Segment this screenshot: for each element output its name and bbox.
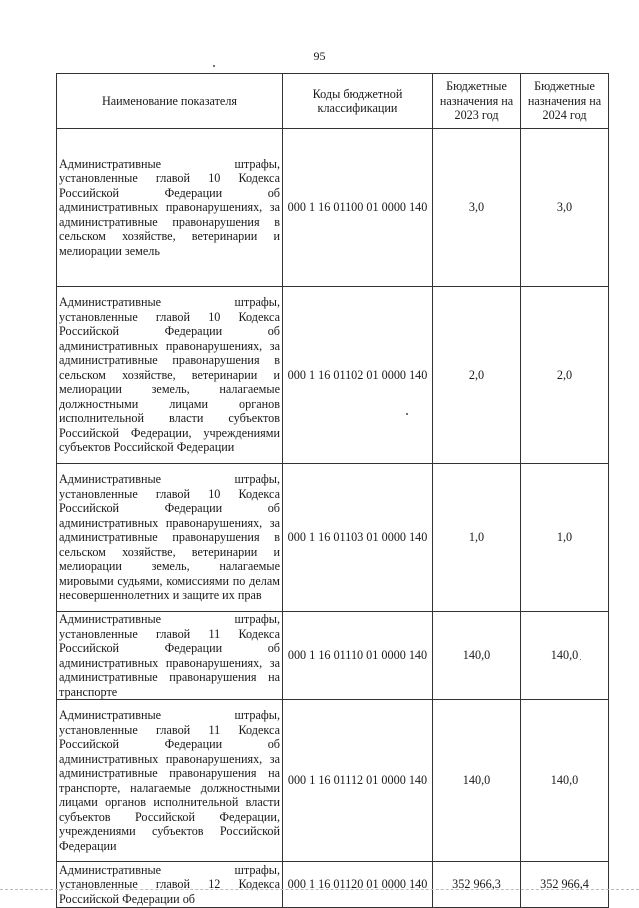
page-bottom-rule xyxy=(0,889,639,890)
header-2023: Бюджетные назначения на 2023 год xyxy=(433,74,521,129)
row-name: Административные штрафы, установленные главой 10 Кодекса Российской Федерации об административных правонарушениях, за административные правонарушения в сельском хозяйстве, ветеринарии и мелиорации земель, налагаемые должностными лицами органов исполнительной власти субъектов Российской Федерации, учреждениями субъектов Российской Федерации xyxy=(57,287,283,464)
table-row xyxy=(57,129,609,287)
scan-speck xyxy=(213,65,215,67)
row-code: 000 1 16 01100 01 0000 140 xyxy=(283,129,433,287)
row-value-2024: 140,0 xyxy=(521,700,609,862)
row-code: 000 1 16 01103 01 0000 140 xyxy=(283,464,433,612)
scan-speck xyxy=(406,413,408,415)
row-value-2023: 2,0 xyxy=(433,287,521,464)
row-name: Административные штрафы, установленные главой 12 Кодекса Российской Федерации об xyxy=(57,862,283,908)
row-name: Административные штрафы, установленные главой 10 Кодекса Российской Федерации об административных правонарушениях, за административные правонарушения в сельском хозяйстве, ветеринарии и мелиорации земель, налагаемые мировыми судьями, комиссиями по делам несовершеннолетних и защите их прав xyxy=(57,464,283,612)
header-code: Коды бюджетной классификации xyxy=(283,74,433,129)
table-header xyxy=(57,74,609,129)
header-row xyxy=(57,74,609,129)
table-row xyxy=(57,862,609,908)
table-row xyxy=(57,464,609,612)
row-code: 000 1 16 01110 01 0000 140 xyxy=(283,612,433,700)
row-value-2023: 140,0 xyxy=(433,612,521,700)
row-name: Административные штрафы, установленные главой 11 Кодекса Российской Федерации об административных правонарушениях, за административные правонарушения на транспорте xyxy=(57,612,283,700)
header-name: Наименование показателя xyxy=(57,74,283,129)
table-row xyxy=(57,612,609,700)
row-value-2023: 140,0 xyxy=(433,700,521,862)
table-row xyxy=(57,287,609,464)
row-value-2023: 352 966,3 xyxy=(433,862,521,908)
row-name: Административные штрафы, установленные главой 10 Кодекса Российской Федерации об административных правонарушениях, за административные правонарушения в сельском хозяйстве, ветеринарии и мелиорации земель xyxy=(57,129,283,287)
header-2024: Бюджетные назначения на 2024 год xyxy=(521,74,609,129)
row-code: 000 1 16 01112 01 0000 140 xyxy=(283,700,433,862)
row-value-2023: 3,0 xyxy=(433,129,521,287)
row-name: Административные штрафы, установленные главой 11 Кодекса Российской Федерации об административных правонарушениях, за административные правонарушения на транспорте, налагаемые должностными лицами органов исполнительной власти субъектов Российской Федерации, учреждениями субъектов Российской Федерации xyxy=(57,700,283,862)
page-number: 95 xyxy=(313,49,326,63)
row-value-2024: 140,0 xyxy=(521,612,609,700)
row-code: 000 1 16 01102 01 0000 140 xyxy=(283,287,433,464)
row-code: 000 1 16 01120 01 0000 140 xyxy=(283,862,433,908)
row-value-2023: 1,0 xyxy=(433,464,521,612)
row-value-2024: 352 966,4 xyxy=(521,862,609,908)
row-value-2024: 1,0 xyxy=(521,464,609,612)
table-body xyxy=(57,129,609,908)
row-value-2024: 2,0 xyxy=(521,287,609,464)
budget-table xyxy=(56,73,609,908)
row-value-2024: 3,0 xyxy=(521,129,609,287)
scan-speck xyxy=(580,659,581,660)
table-row xyxy=(57,700,609,862)
